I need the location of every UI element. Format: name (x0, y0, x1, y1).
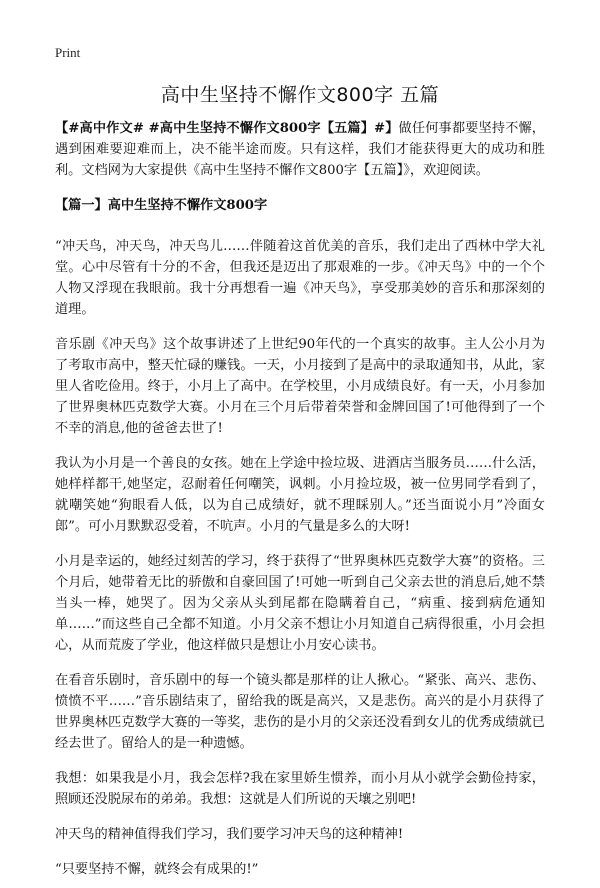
intro-paragraph (55, 118, 545, 181)
intro-text: 做任何事都要坚持不懈，遇到困难要迎难而上，决不能半途而废。只有这样，我们才能获得更大的成功和胜利。文档网为大家提供《高中生坚持不懈作文800字【五篇】》，欢迎阅读。 (55, 121, 545, 178)
document-title: 高中生坚持不懈作文800字 五篇 (160, 84, 440, 106)
body-paragraph: 音乐剧《冲天鸟》这个故事讲述了上世纪90年代的一个真实的故事。主人公小月为了考取市高中，整天忙碌的赚钱。一天，小月接到了是高中的录取通知书，从此，家里人省吃俭用。终于，小月上了高中。在学校里，小月成绩良好。有一天，小月参加了世界奥林匹克数学大赛。小月在三个月后带着荣誉和金牌回国了!可他得到了一个不幸的消息,他的爸爸去世了! (55, 337, 545, 436)
body-paragraph: 小月是幸运的，她经过刻苦的学习，终于获得了“世界奥林匹克数学大赛”的资格。三个月后，她带着无比的骄傲和自豪回国了!可她一听到自己父亲去世的消息后,她不禁当头一棒，她哭了。因为父亲从头到尾都在隐瞒着自己，“病重、接到病危通知单……”而这些自己全都不知道。小月父亲不想让小月知道自己病得很重，小月会担心，从而荒废了学业，他这样做只是想让小月安心读书。 (55, 554, 545, 653)
body-paragraph: “只要坚持不懈，就终会有成果的!” (55, 862, 259, 877)
section-heading: 【篇一】高中生坚持不懈作文800字 (55, 198, 268, 213)
body-paragraph: 冲天鸟的精神值得我们学习，我们要学习冲天鸟的这种精神! (55, 827, 404, 842)
body-paragraph: 我认为小月是一个善良的女孩。她在上学途中捡垃圾、进酒店当服务员……什么活，她样样都干,她坚定，忍耐着任何嘲笑，讽刺。小月捡垃圾，被一位男同学看到了，就嘲笑她“狗眼看人低，以为自己成绩好，就不理睬别人。”还当面说小月”冷面女郎”。可小月默默忍受着，不吭声。小月的气量是多么的大呀! (55, 456, 545, 534)
body-paragraph: 我想：如果我是小月，我会怎样?我在家里娇生惯养，而小月从小就学会勤俭持家，照顾还没脱尿布的弟弟。我想：这就是人们所说的天壤之别吧! (55, 771, 545, 807)
intro-tags: 【#高中作文# #高中生坚持不懈作文800字【五篇】#】 (55, 121, 399, 136)
body-paragraph: 在看音乐剧时，音乐剧中的每一个镜头都是那样的让人揪心。“紧张、高兴、悲伤、愤愤不平……”音乐剧结束了，留给我的既是高兴，又是悲伤。高兴的是小月获得了世界奥林匹克数学大赛的一等奖，悲伤的是小月的父亲还没看到女儿的优秀成绩就已经去世了。留给人的是一种遗憾。 (55, 673, 545, 751)
body-paragraph: “冲天鸟，冲天鸟，冲天鸟儿……伴随着这首优美的音乐，我们走出了西林中学大礼堂。心中尽管有十分的不舍，但我还是迈出了那艰难的一步。《冲天鸟》中的一个个人物又浮现在我眼前。我十分再想看一遍《冲天鸟》，享受那美妙的音乐和那深刻的道理。 (55, 239, 545, 317)
print-label: Print (55, 45, 81, 60)
document-body (55, 118, 545, 888)
